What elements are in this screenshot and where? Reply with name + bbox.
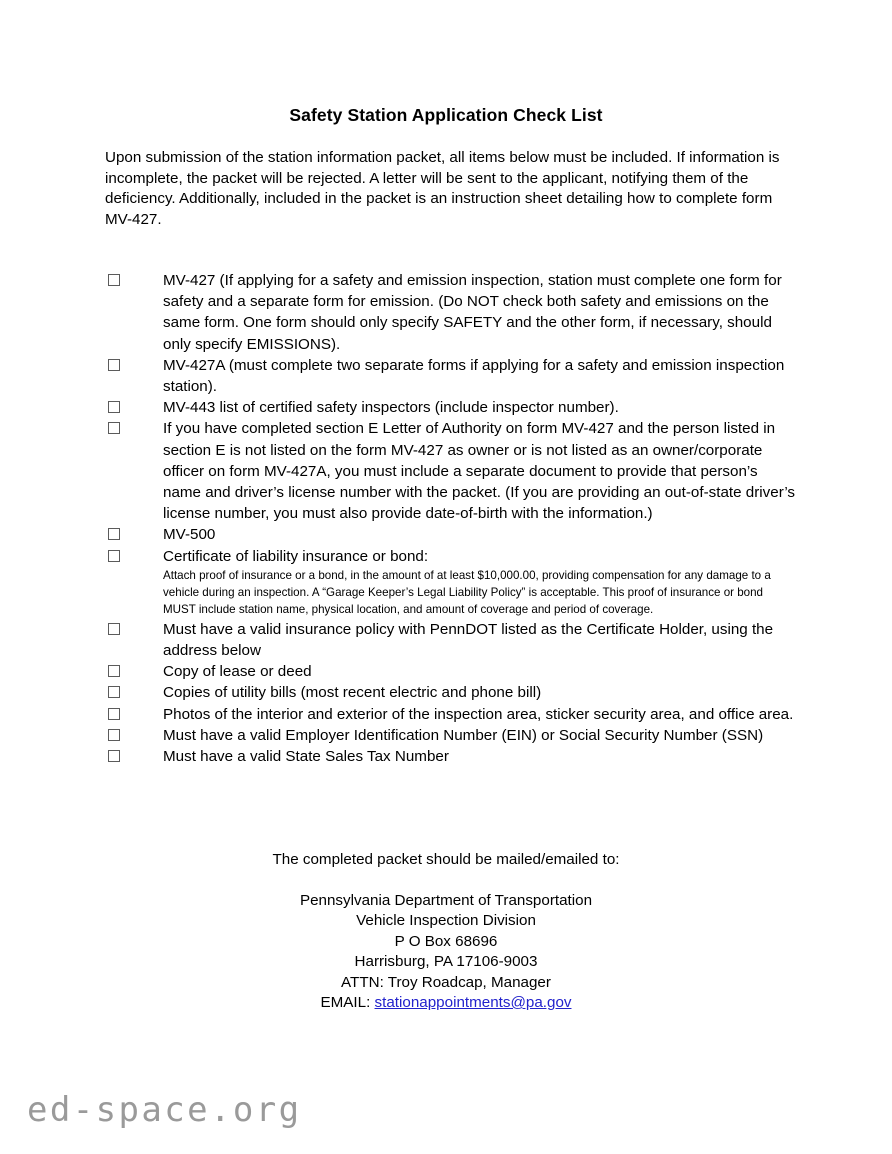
checkbox-icon[interactable]: [108, 665, 120, 677]
checklist-item-state-sales-tax-number[interactable]: [105, 746, 795, 767]
checkbox-icon[interactable]: [108, 528, 120, 540]
checkbox-icon[interactable]: [108, 623, 120, 635]
checkbox-cell: [105, 619, 163, 635]
checkbox-cell: [105, 524, 163, 540]
checkbox-cell: [105, 704, 163, 720]
email-link[interactable]: stationappointments@pa.gov: [374, 994, 572, 1012]
checkbox-icon[interactable]: [108, 401, 120, 413]
checklist-item-label: [163, 546, 795, 619]
checklist-item-lease-or-deed[interactable]: [105, 661, 795, 682]
checkbox-cell: [105, 418, 163, 434]
checklist-item-mv-443[interactable]: [105, 397, 795, 418]
checklist-item-mv-427a[interactable]: [105, 355, 795, 397]
checklist-item-label: MV-427 (If applying for a safety and emission inspection, station must complete one form for safety and a separate form for emission. (Do NOT check both safety and emissions on the same form. One form should only specify SAFETY and the other form, if necessary, should only specify EMISSIONS).: [163, 272, 782, 353]
checklist-item-label: MV-500: [163, 526, 216, 544]
address-city-state-zip: Harrisburg, PA 17106-9003: [354, 953, 538, 971]
page-title: Safety Station Application Check List: [289, 105, 603, 125]
checklist-item-label: Must have a valid State Sales Tax Number: [163, 747, 449, 765]
checklist-item-label: MV-427A (must complete two separate forms if applying for a safety and emission inspection station).: [163, 356, 785, 396]
checkbox-cell: [105, 546, 163, 562]
checkbox-icon[interactable]: [108, 274, 120, 286]
checkbox-cell: [105, 682, 163, 698]
checkbox-cell: [105, 270, 163, 286]
checklist-item-label: If you have completed section E Letter of Authority on form MV-427 and the person listed in section E is not listed on the form MV-427 as owner or is not listed as an owner/corporate officer on form MV-427A, you must include a separate document to provide that person’s name and driver’s license number with the packet. (If you are providing an out-of-state driver’s license number, you must also provide date-of-birth with the information.): [163, 420, 796, 523]
checklist-item-mv-500[interactable]: [105, 524, 795, 545]
checklist-item-utility-bills[interactable]: [105, 682, 795, 703]
checkbox-icon[interactable]: [108, 359, 120, 371]
checkbox-cell: [105, 661, 163, 677]
address-division: Vehicle Inspection Division: [356, 912, 536, 930]
intro-paragraph: Upon submission of the station information packet, all items below must be included. If information is incomplete, the packet will be rejected. A letter will be sent to the applicant, notifying them of the deficiency. Additionally, included in the packet is an instruction sheet detailing how to complete form MV-427.: [105, 149, 780, 228]
liability-insurance-detail: Attach proof of insurance or a bond, in the amount of at least $10,000.00, providing compensation for any damage to a vehicle during an inspection. A “Garage Keeper’s Legal Liability Policy” is acceptable. This proof of insurance or bond MUST include station name, physical location, and amount of coverage and period of coverage.: [163, 568, 771, 617]
checklist-item-mv-427[interactable]: [105, 270, 795, 355]
address-attention: ATTN: Troy Roadcap, Manager: [341, 973, 551, 991]
liability-insurance-lead: Certificate of liability insurance or bond:: [163, 547, 429, 565]
checklist-item-label: Photos of the interior and exterior of the inspection area, sticker security area, and office area.: [163, 705, 794, 723]
checkbox-icon[interactable]: [108, 729, 120, 741]
checklist: [105, 270, 795, 767]
mailing-address-block: [0, 891, 892, 1013]
checkbox-icon[interactable]: [108, 422, 120, 434]
watermark: ed-space.org: [27, 1090, 302, 1130]
checkbox-icon[interactable]: [108, 686, 120, 698]
address-email-line: [0, 993, 892, 1013]
checkbox-cell: [105, 355, 163, 371]
checklist-item-label: Copies of utility bills (most recent electric and phone bill): [163, 684, 542, 702]
checkbox-cell: [105, 725, 163, 741]
checklist-item-liability-insurance[interactable]: [105, 546, 795, 619]
checkbox-cell: [105, 397, 163, 413]
checklist-item-section-e[interactable]: [105, 418, 795, 524]
mailing-instructions: The completed packet should be mailed/emailed to:: [272, 851, 620, 868]
checkbox-icon[interactable]: [108, 750, 120, 762]
checklist-item-ein-or-ssn[interactable]: [105, 725, 795, 746]
address-po-box: P O Box 68696: [394, 932, 498, 950]
email-label: EMAIL:: [320, 994, 375, 1012]
checklist-item-penndot-certificate-holder[interactable]: [105, 619, 795, 661]
checklist-item-photos[interactable]: [105, 704, 795, 725]
checklist-item-label: MV-443 list of certified safety inspectors (include inspector number).: [163, 399, 619, 417]
checklist-item-label: Copy of lease or deed: [163, 663, 312, 681]
checklist-item-label: Must have a valid Employer Identification Number (EIN) or Social Security Number (SSN): [163, 726, 764, 744]
address-organization: Pennsylvania Department of Transportation: [299, 892, 593, 909]
checkbox-icon[interactable]: [108, 550, 120, 562]
checkbox-cell: [105, 746, 163, 762]
checkbox-icon[interactable]: [108, 708, 120, 720]
checklist-item-label: Must have a valid insurance policy with PennDOT listed as the Certificate Holder, using the address below: [163, 620, 774, 659]
